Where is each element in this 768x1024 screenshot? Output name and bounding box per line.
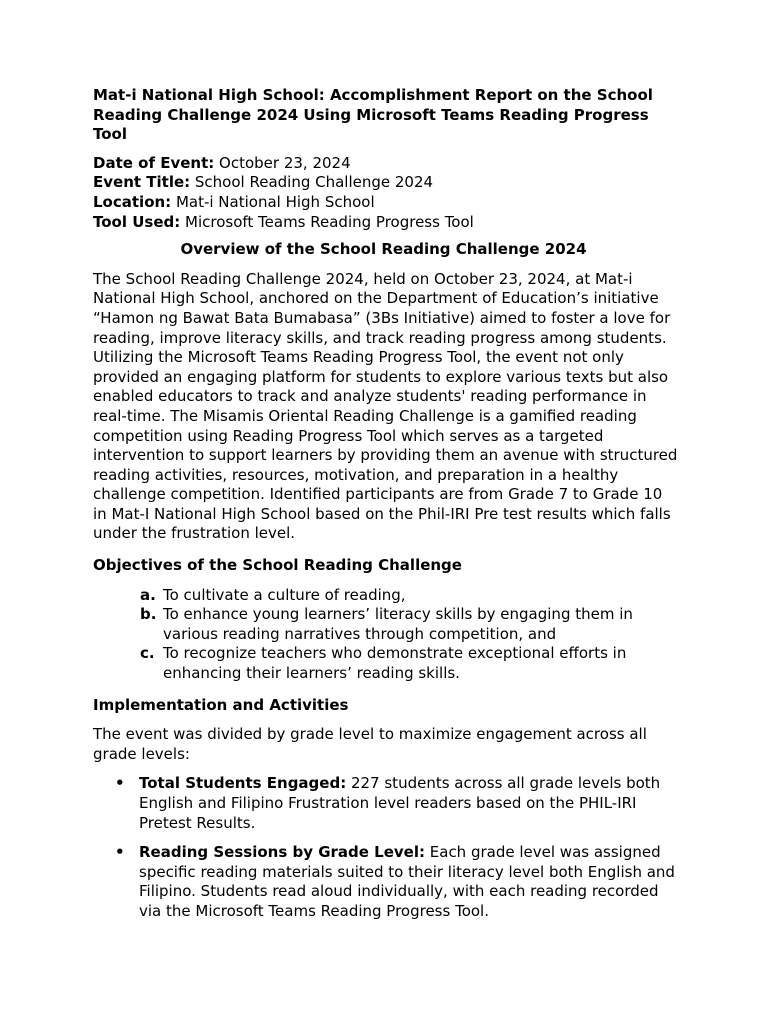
objectives-list [93,586,678,684]
objectives-heading: Objectives of the School Reading Challenge [93,556,462,575]
item-label: Reading Sessions by Grade Level: [139,843,425,862]
objective-text: To recognize teachers who demonstrate exceptional efforts in enhancing their learners’ reading skills. [163,644,627,683]
meta-label: Event Title: [93,173,191,192]
objective-item [140,644,678,683]
document-title: Mat-i National High School: Accomplishment Report on the School Reading Challenge 2024 Using Microsoft Teams Reading Progress Tool [93,86,653,144]
implementation-list [93,774,678,921]
objective-text: To cultivate a culture of reading, [163,585,406,604]
meta-value: Mat-i National High School [171,192,375,211]
objective-text: To enhance young learners’ literacy skills by engaging them in various reading narratives through competition, and [163,605,633,643]
implementation-intro: The event was divided by grade level to maximize engagement across all grade levels: [93,725,647,763]
list-marker: b. [140,605,157,624]
overview-heading: Overview of the School Reading Challenge 2024 [180,240,587,259]
bullet-icon: • [115,774,125,793]
item-text: Each grade level was assigned specific reading materials suited to their literacy level both English and Filipino. Students read aloud individually, with each reading recorded via the Microsoft Teams Reading Progress Tool. [139,843,675,920]
meta-value: October 23, 2024 [214,153,351,172]
item-text: 227 students across all grade levels both English and Filipino Frustration level readers based on the PHIL-IRI Pretest Results. [139,774,661,832]
meta-tool [93,213,678,233]
bullet-icon: • [115,843,125,862]
list-marker: a. [140,585,156,604]
objective-item [140,605,678,644]
meta-label: Location: [93,192,172,211]
meta-value: Microsoft Teams Reading Progress Tool [180,212,474,231]
list-item [115,774,678,833]
list-marker: c. [140,644,155,663]
meta-label: Date of Event: [93,153,215,172]
objective-item [140,586,678,606]
meta-location [93,193,678,213]
item-label: Total Students Engaged: [139,774,347,793]
implementation-heading: Implementation and Activities [93,695,349,714]
list-item [115,843,678,921]
event-details [93,154,678,232]
meta-value: School Reading Challenge 2024 [190,173,434,192]
overview-paragraph: The School Reading Challenge 2024, held on October 23, 2024, at Mat-i National High School, anchored on the Department of Education’s initiative “Hamon ng Bawat Bata Bumabasa” (3Bs Initiative) aimed to foster a love for reading, improve literacy skills, and track reading progress among students. Utilizing the Microsoft Teams Reading Progress Tool, the event not only provided an engaging platform for students to explore various texts but also enabled educators to track and analyze students' reading performance in real-time. The Misamis Oriental Reading Challenge is a gamified reading competition using Reading Progress Tool which serves as a targeted intervention to support learners by providing them an avenue with structured reading activities, resources, motivation, and preparation in a healthy challenge competition. Identified participants are from Grade 7 to Grade 10 in Mat-I National High School based on the Phil-IRI Pre test results which falls under the frustration level. [93,269,678,543]
meta-event-title [93,173,678,193]
meta-label: Tool Used: [93,212,181,231]
meta-date [93,154,678,174]
